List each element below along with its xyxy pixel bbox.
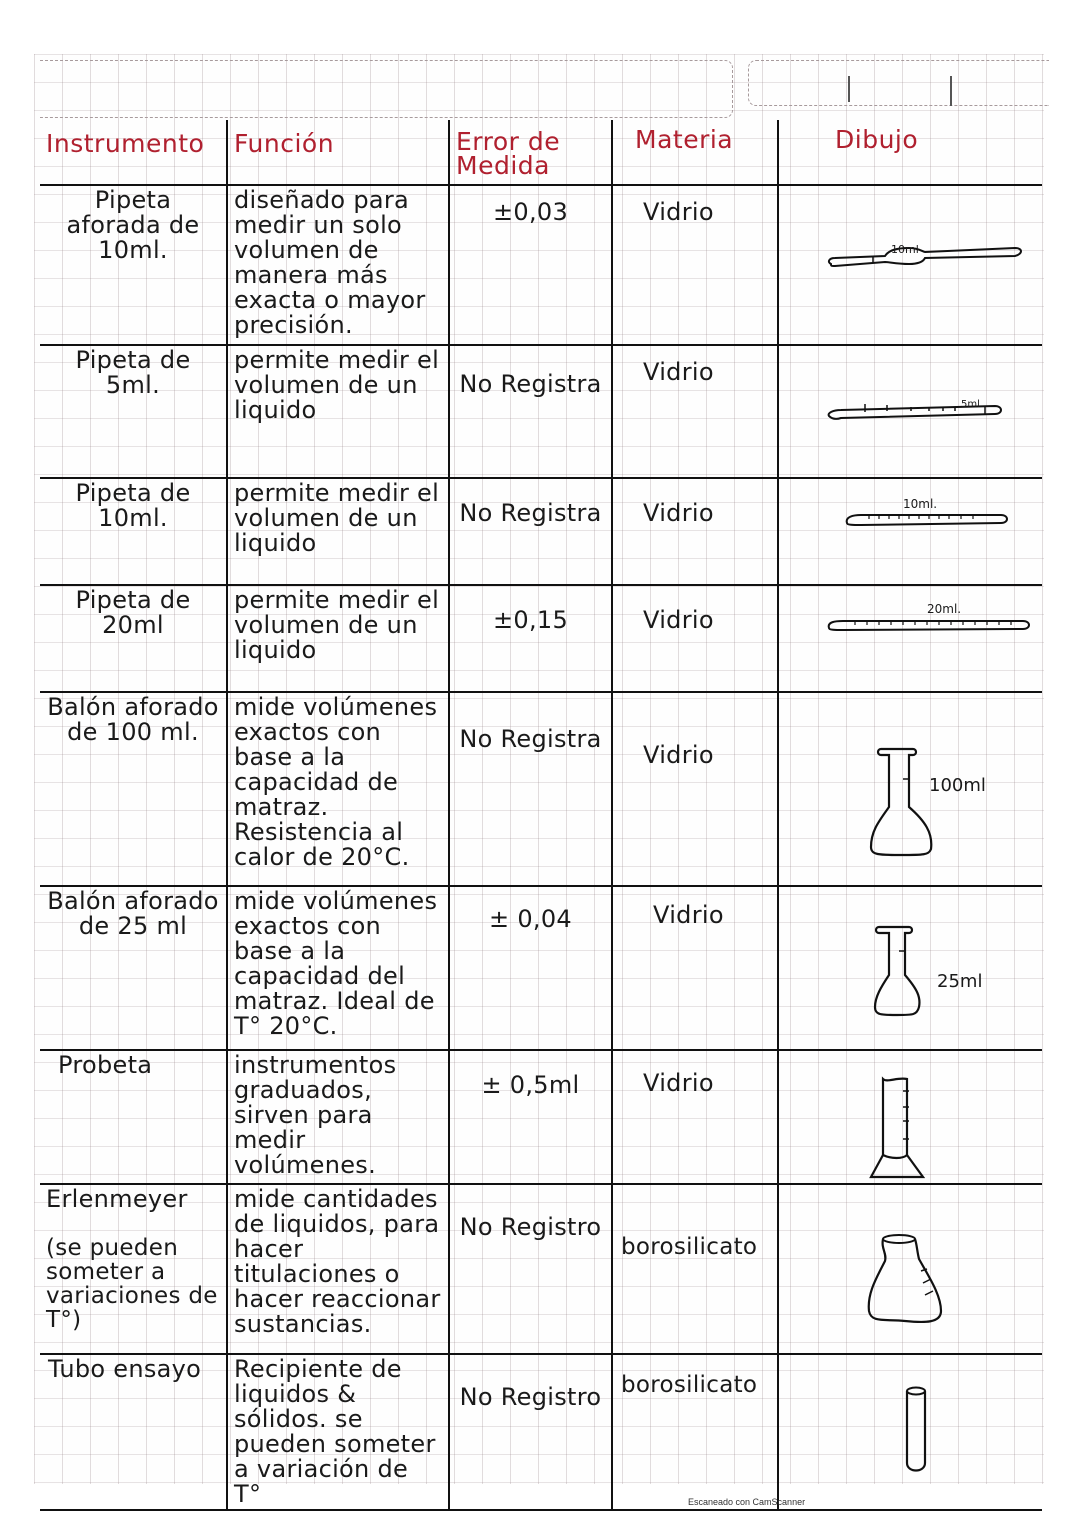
cell-error: No Registra [449,478,612,585]
header-function: Función [227,120,449,185]
header-box-left [40,60,733,118]
volumetric-flask-icon [867,745,937,859]
cell-material: Vidrio [612,345,778,478]
cell-function: mide volúmenes exactos con base a la capacidad de matraz. Resistencia al calor de 20°C. [227,692,449,886]
cell-material: borosilicato [612,1354,778,1510]
cell-instrument: Pipeta aforada de 10ml. [40,185,227,345]
cell-instrument: Pipeta de 10ml. [40,478,227,585]
graduated-pipette-icon [843,511,1013,531]
drawing-label: 20ml. [927,602,962,616]
cell-material: Vidrio [612,886,778,1050]
cell-instrument: Probeta [40,1050,227,1184]
cell-material: Vidrio [612,478,778,585]
table-row [40,185,1042,345]
table-header-row [40,120,1042,185]
header-box-right [748,60,1049,106]
cell-drawing [778,185,1042,345]
cell-material: Vidrio [612,1050,778,1184]
cell-material: borosilicato [612,1184,778,1354]
header-drawing: Dibujo [778,120,1042,185]
table-row [40,585,1042,692]
cell-function: diseñado para medir un solo volumen de manera más exacta o mayor precisión. [227,185,449,345]
cell-material: Vidrio [612,692,778,886]
cell-instrument: Balón aforado de 100 ml. [40,692,227,886]
table-row [40,1354,1042,1510]
graduated-cylinder-icon [867,1073,925,1181]
cell-drawing [778,585,1042,692]
cell-drawing [778,345,1042,478]
drawing-label: 5ml [961,399,980,410]
drawing-label: 25ml [937,971,983,992]
cell-error: ± 0,04 [449,886,612,1050]
table-row [40,478,1042,585]
graduated-pipette-icon [825,616,1035,636]
header-divider-tick [848,76,850,102]
instrument-note: (se pueden someter a variaciones de T°) [46,1235,218,1333]
table-row [40,692,1042,886]
header-instrument: Instrumento [40,120,227,185]
header-divider-tick [950,76,952,106]
cell-instrument: Pipeta de 5ml. [40,345,227,478]
cell-error: ± 0,5ml [449,1050,612,1184]
cell-instrument [40,1184,227,1354]
cell-function: Recipiente de liquidos & sólidos. se pueden someter a variación de T° [227,1354,449,1510]
header-material: Materia [612,120,778,185]
erlenmeyer-flask-icon [865,1231,947,1327]
cell-instrument: Balón aforado de 25 ml [40,886,227,1050]
cell-function: mide volúmenes exactos con base a la capacidad del matraz. Ideal de T° 20°C. [227,886,449,1050]
cell-function: mide cantidades de liquidos, para hacer titulaciones o hacer reaccionar sustancias. [227,1184,449,1354]
cell-error: No Registra [449,345,612,478]
volumetric-flask-icon [869,923,925,1019]
cell-drawing [778,1354,1042,1510]
cell-instrument: Tubo ensayo [40,1354,227,1510]
cell-drawing [778,1184,1042,1354]
drawing-label: 10ml. [903,497,938,511]
instruments-table [40,120,1042,1511]
cell-function: permite medir el volumen de un liquido [227,345,449,478]
cell-function: permite medir el volumen de un liquido [227,478,449,585]
test-tube-icon [903,1385,929,1475]
cell-material: Vidrio [612,585,778,692]
cell-drawing [778,478,1042,585]
table-row [40,1050,1042,1184]
volumetric-pipette-icon [825,240,1025,276]
instrument-name: Erlenmeyer [46,1185,188,1213]
cell-error: No Registro [449,1354,612,1510]
cell-drawing [778,886,1042,1050]
drawing-label: 10ml [891,243,919,256]
drawing-label: 100ml [929,775,986,796]
cell-drawing [778,692,1042,886]
cell-function: permite medir el volumen de un liquido [227,585,449,692]
cell-error: ±0,15 [449,585,612,692]
cell-error: ±0,03 [449,185,612,345]
cell-drawing [778,1050,1042,1184]
table-row [40,886,1042,1050]
table-row [40,345,1042,478]
table-row [40,1184,1042,1354]
cell-error: No Registro [449,1184,612,1354]
cell-material: Vidrio [612,185,778,345]
cell-instrument: Pipeta de 20ml [40,585,227,692]
cell-error: No Registra [449,692,612,886]
header-error: Error de Medida [449,120,612,185]
camscanner-footer: Escaneado con CamScanner [688,1497,806,1507]
cell-function: instrumentos graduados, sirven para medir volúmenes. [227,1050,449,1184]
